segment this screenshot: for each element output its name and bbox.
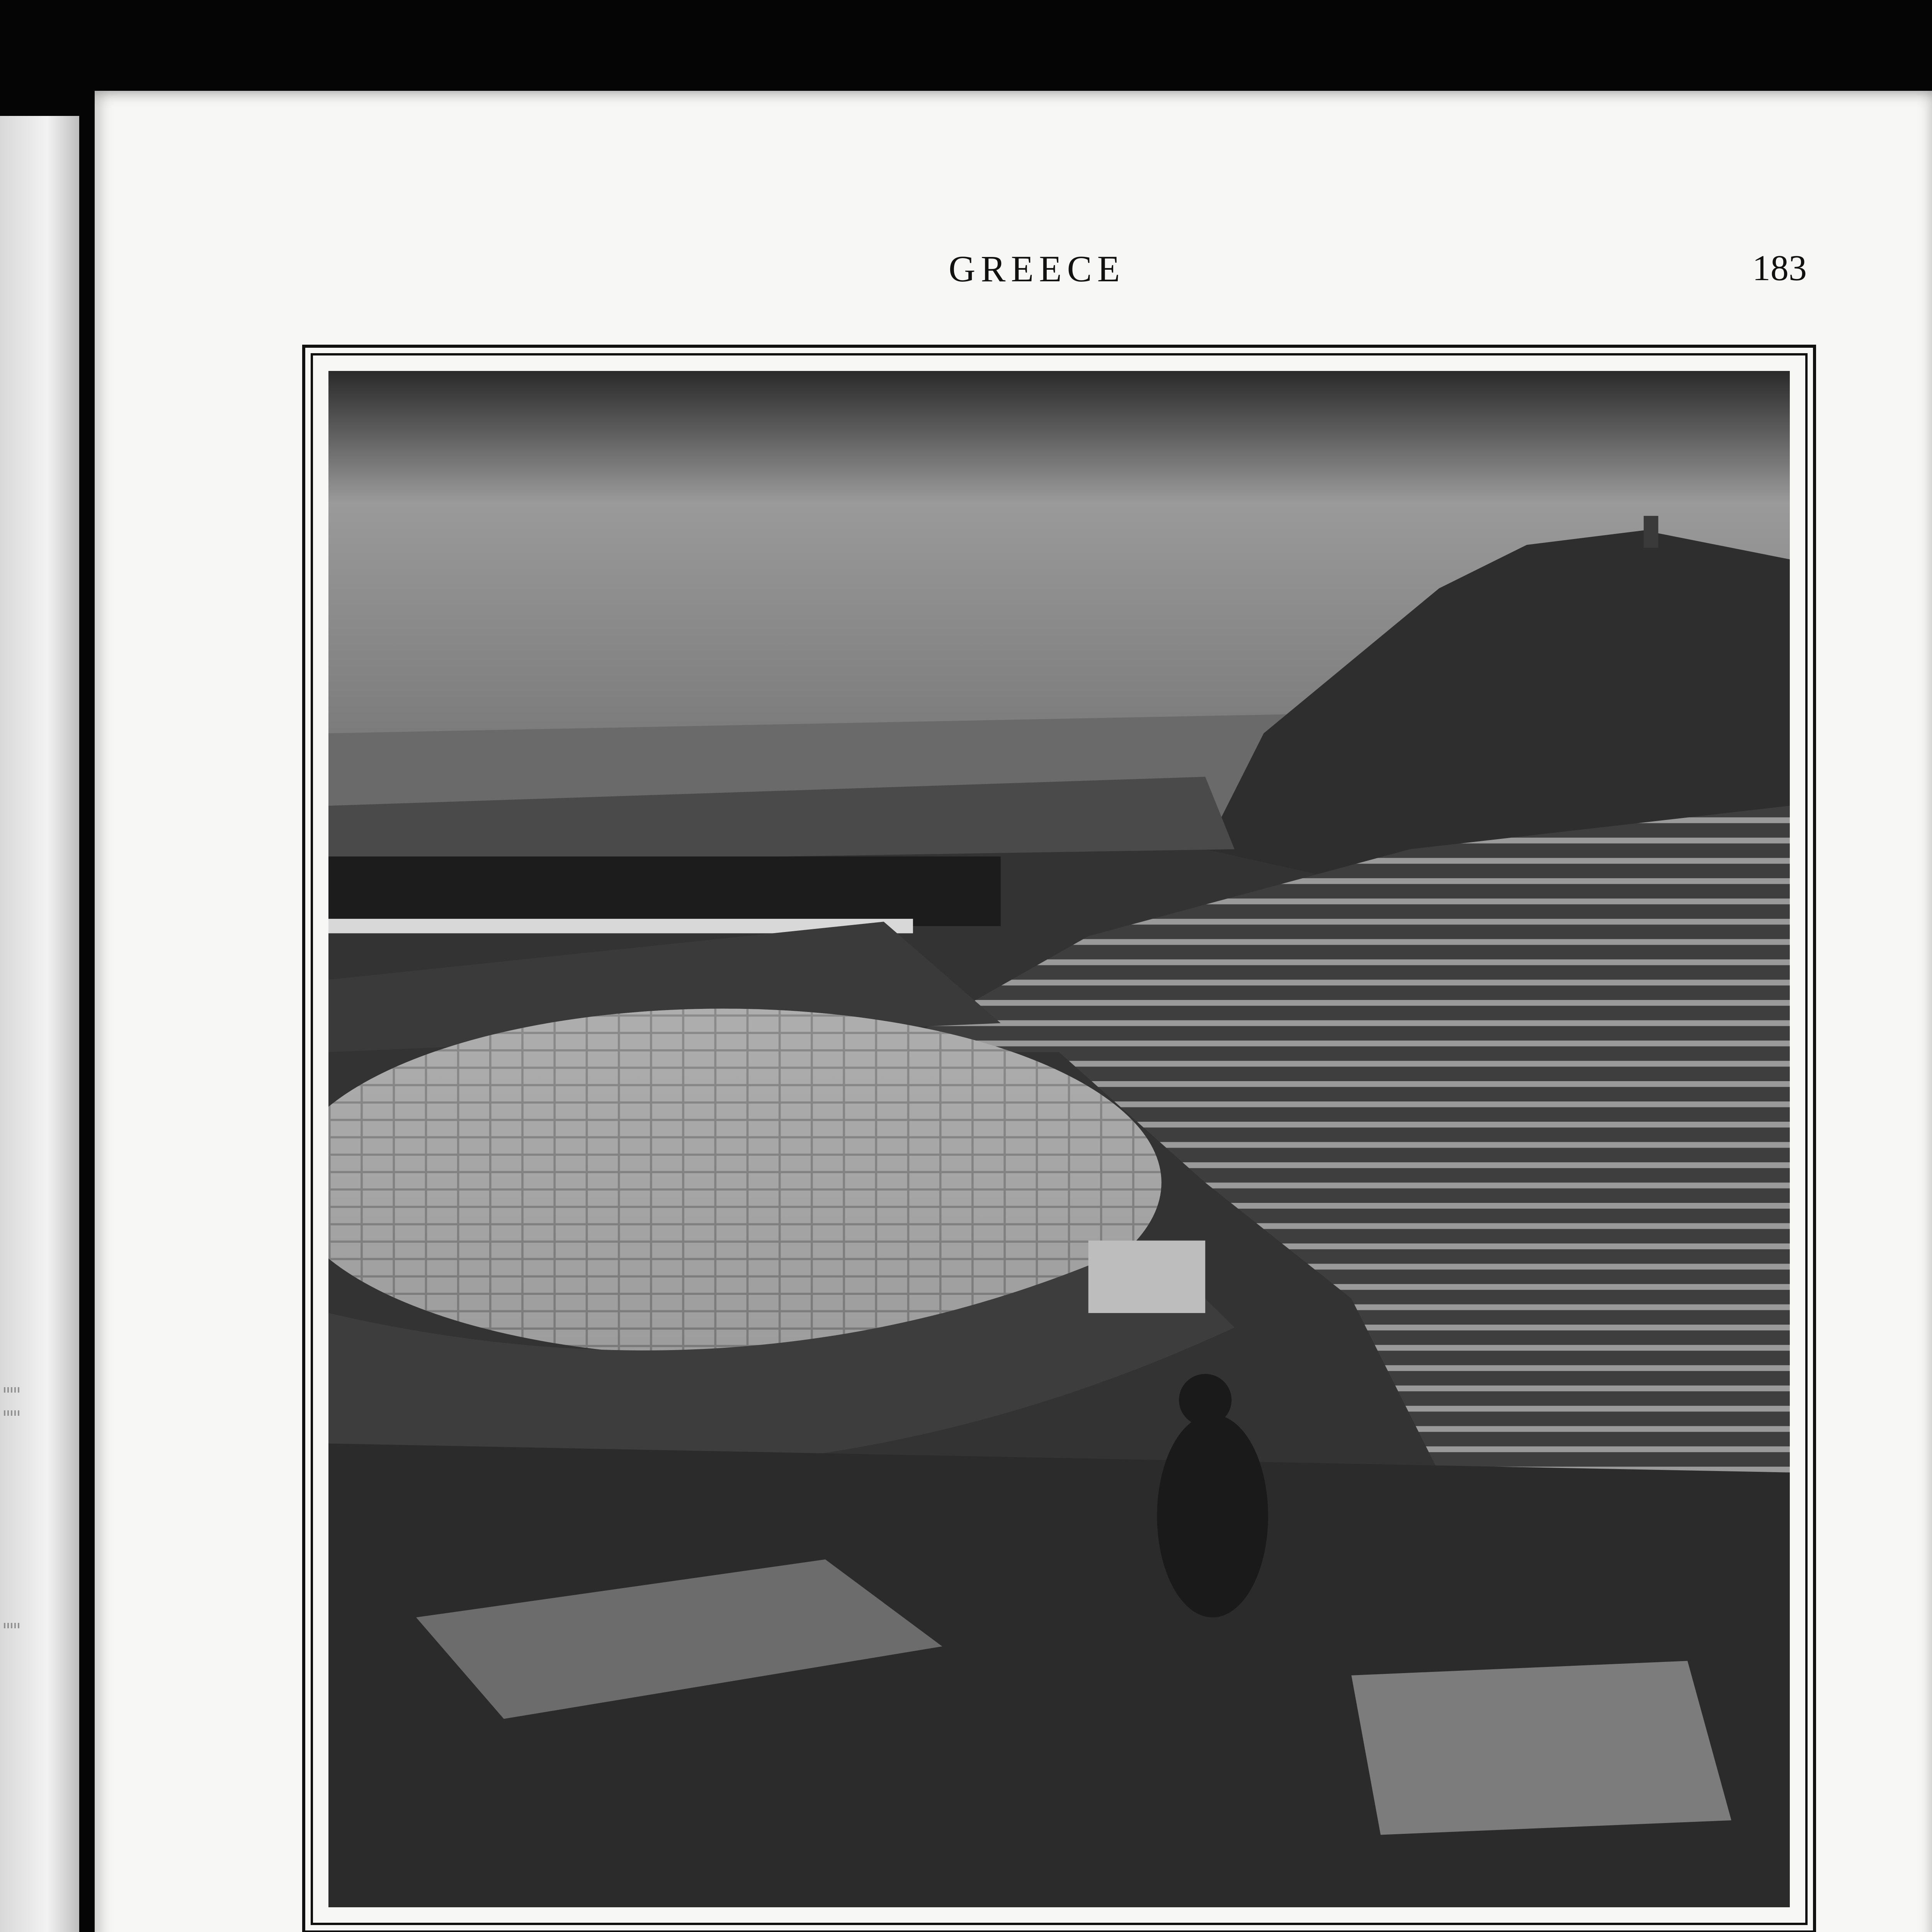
show-through-marks (4, 1410, 19, 1416)
show-through-marks (4, 1623, 19, 1628)
photo-plate-frame (302, 345, 1816, 1932)
photo-illustration (328, 371, 1790, 1907)
hilltop-monument (1644, 516, 1658, 548)
figure-head (1179, 1374, 1231, 1426)
foreground-slab (1351, 1661, 1731, 1835)
running-head: GREECE (949, 248, 1126, 289)
previous-page-edge (0, 116, 79, 1932)
seated-figure (1157, 1415, 1268, 1617)
theater-of-dionysos-photograph (328, 371, 1790, 1907)
show-through-marks (4, 1387, 19, 1393)
photo-plate-inner-rule (311, 353, 1808, 1925)
marble-block (1088, 1241, 1206, 1313)
tree-line (328, 857, 1001, 926)
page-number: 183 (1752, 248, 1807, 288)
